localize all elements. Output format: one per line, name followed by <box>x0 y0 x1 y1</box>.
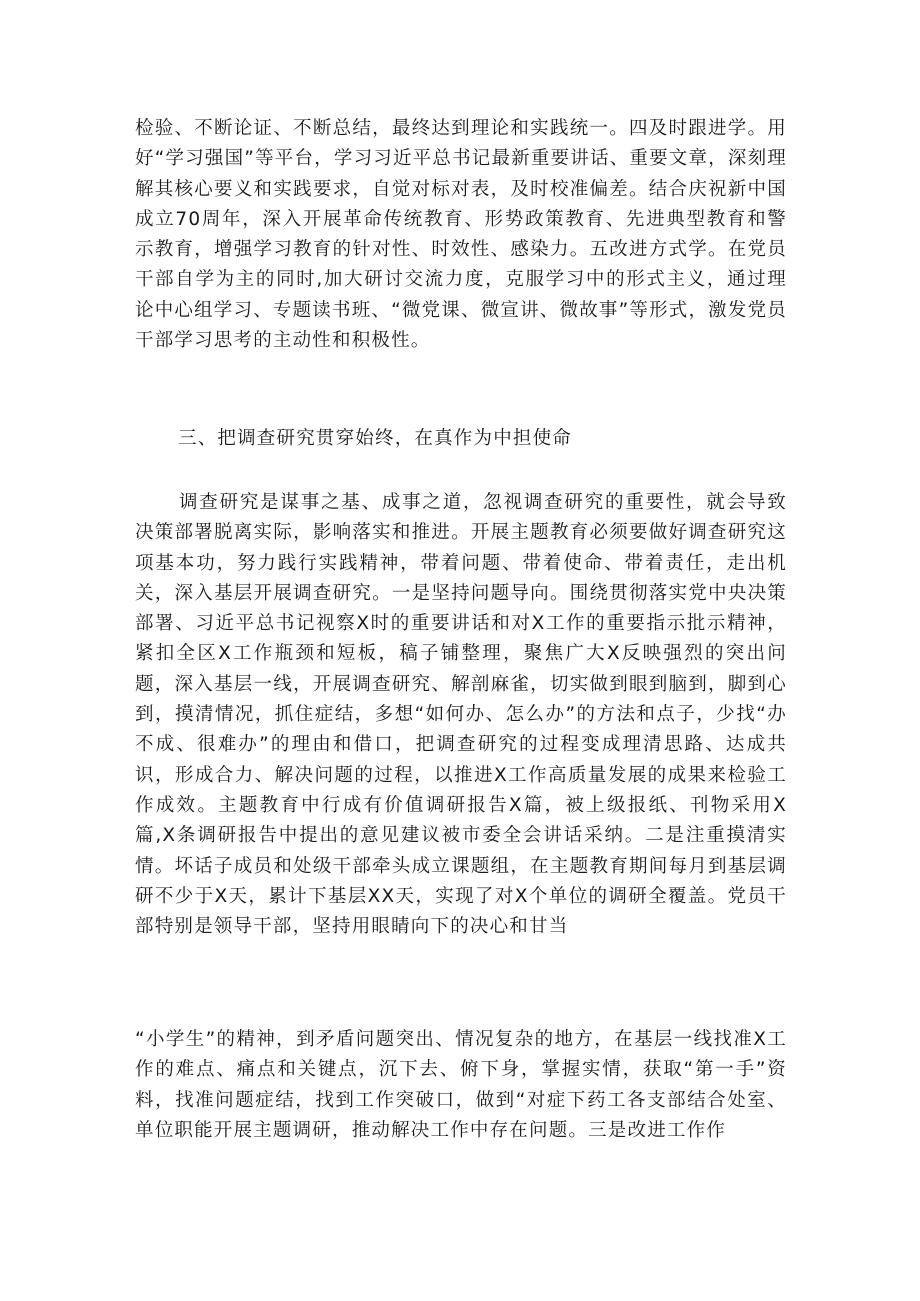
body-paragraph-study-methods: 检验、不断论证、不断总结，最终达到理论和实践统一。四及时跟进学。用好“学习强国”等平台，学习习近平总书记最新重要讲话、重要文章，深刻理解其核心要义和实践要求，自觉对标对表，及时校准偏差。结合庆祝新中国成立70周年，深入开展革命传统教育、形势政策教育、先进典型教育和警示教育，增强学习教育的针对性、时效性、感染力。五改进方式学。在党员干部自学为主的同时,加大研讨交流力度，克服学习中的形式主义，通过理论中心组学习、专题读书班、“微党课、微宣讲、微故事”等形式，激发党员干部学习思考的主动性和积极性。 <box>135 118 787 352</box>
section-heading-3: 三、把调查研究贯穿始终，在真作为中担使命 <box>178 428 573 449</box>
body-paragraph-investigation: 调查研究是谋事之基、成事之道，忽视调查研究的重要性，就会导致决策部署脱离实际，影响落实和推进。开展主题教育必须要做好调查研究这项基本功，努力践行实践精神，带着问题、带着使命、带着责任，走出机关，深入基层开展调查研究。一是坚持问题导向。围绕贯彻落实党中央决策部署、习近平总书记视察X时的重要讲话和对X工作的重要指示批示精神，紧扣全区X工作瓶颈和短板，稿子铺整理，聚焦广大X反映强烈的突出问题，深入基层一线，开展调查研究、解剖麻雀，切实做到眼到脑到，脚到心到，摸清情况，抓住症结，多想“如何办、怎么办”的方法和点子，少找“办不成、很难办”的理由和借口，把调查研究的过程变成理清思路、达成共识，形成合力、解决问题的过程，以推进X工作高质量发展的成果来检验工作成效。主题教育中行成有价值调研报告X篇，被上级报纸、刊物采用X篇,X条调研报告中提出的意见建议被市委全会讲话采纳。二是注重摸清实情。坏话子成员和处级干部牵头成立课题组，在主题教育期间每月到基层调研不少于X天，累计下基层XX天，实现了对X个单位的调研全覆盖。党员干部特别是领导干部，坚持用眼睛向下的决心和甘当 <box>135 492 787 938</box>
body-paragraph-continued: “小学生”的精神，到矛盾问题突出、情况复杂的地方，在基层一线找准X工作的难点、痛点和关键点，沉下去、俯下身，掌握实情，获取“第一手”资料，找准问题症结，找到工作突破口，做到“对症下药工各支部结合处室、单位职能开展主题调研，推动解决工作中存在问题。三是改进工作作 <box>135 1029 787 1141</box>
